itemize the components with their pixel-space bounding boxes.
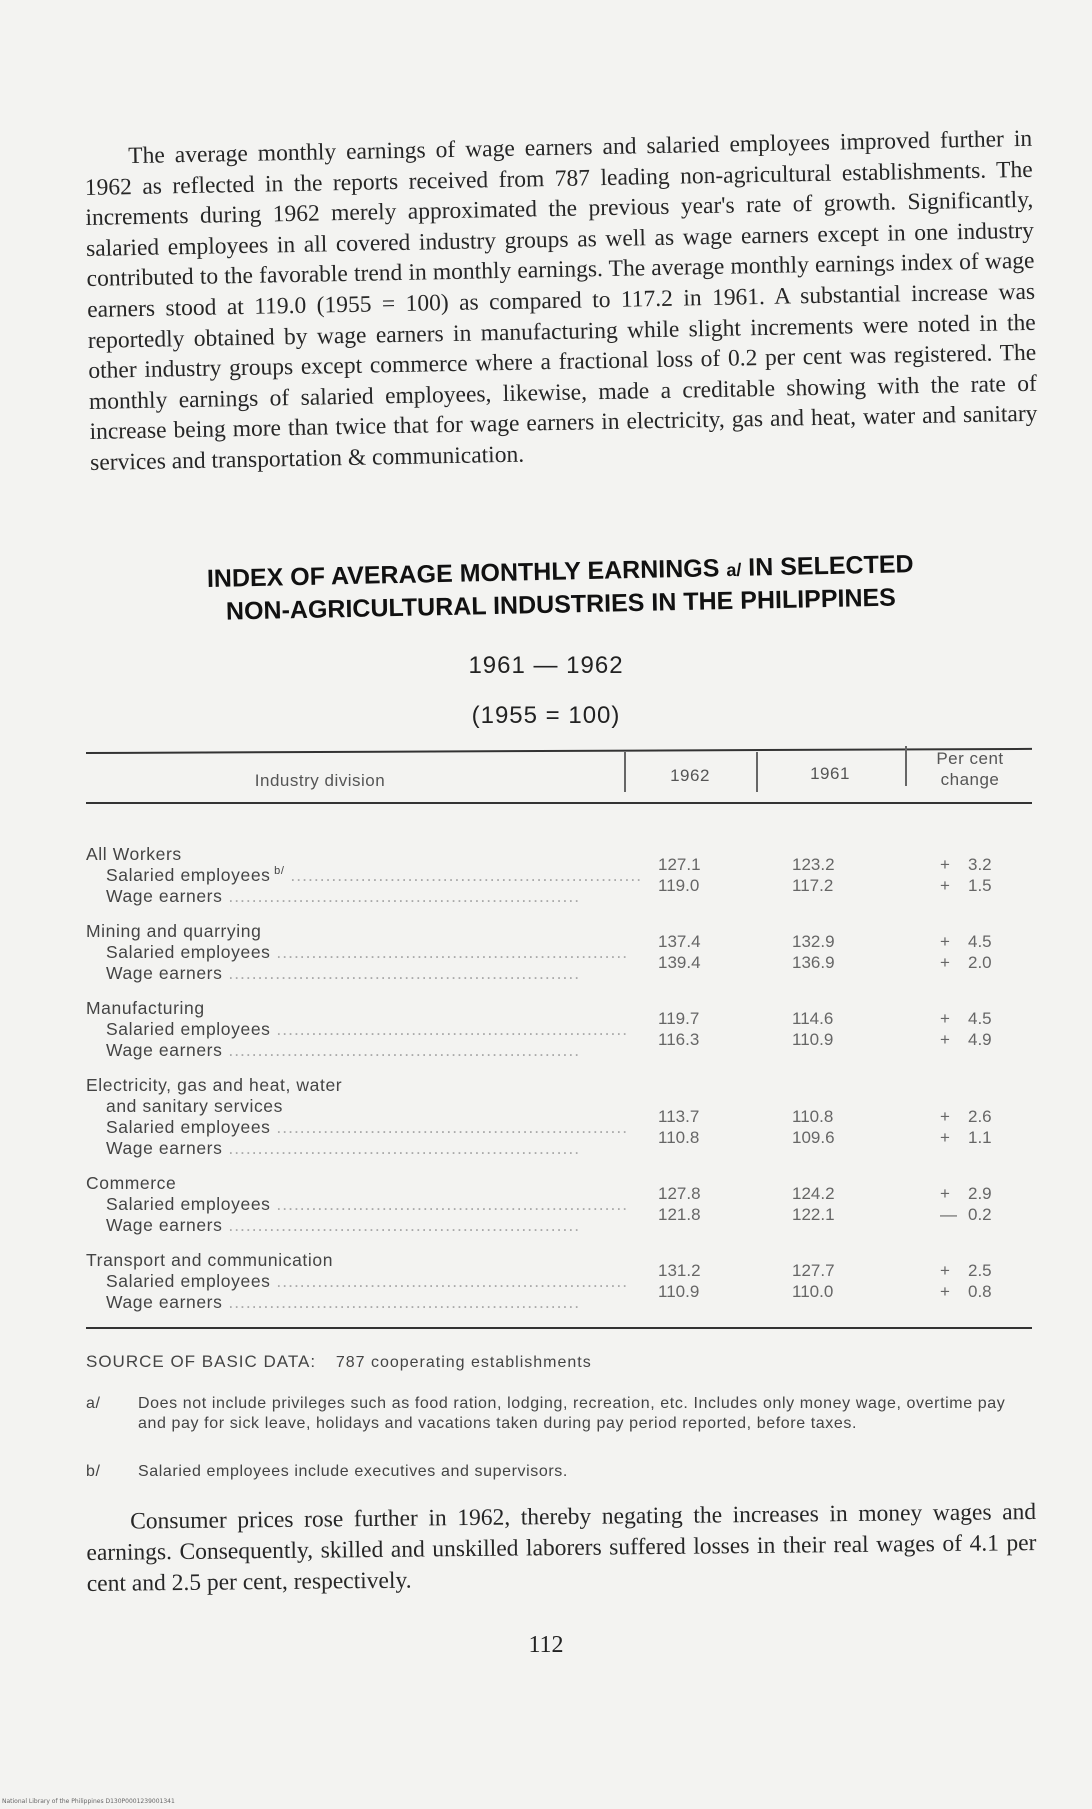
footnote-b-text: Salaried employees include executives and supervisors. bbox=[138, 1463, 568, 1480]
dot-leader: ............................................................ bbox=[270, 1019, 629, 1039]
row-label: Salaried employees bbox=[106, 942, 271, 962]
change-value: 2.9 bbox=[968, 1184, 992, 1203]
value-1962: 110.9 bbox=[658, 1282, 700, 1301]
value-1961: 117.2 bbox=[792, 876, 834, 895]
change-sign: + bbox=[940, 1282, 950, 1301]
value-1962: 139.4 bbox=[658, 953, 701, 972]
footnote-a-text: Does not include privileges such as food ration, lodging, recreation, etc. Includes only money wage, overtime pay and pay for sick leave, holidays and vacations taken during pay period reported, before taxes. bbox=[138, 1395, 1006, 1432]
table-title-line-2: NON-AGRICULTURAL INDUSTRIES IN THE PHILIPPINES bbox=[225, 583, 897, 626]
footnote-a bbox=[86, 1394, 1036, 1456]
table-row-label bbox=[106, 1138, 594, 1159]
header-change: Per cent change bbox=[936, 749, 1004, 789]
archive-footer-stamp: National Library of the Philippines D130P0001239001341 bbox=[2, 1798, 175, 1805]
source-label: SOURCE OF BASIC DATA: bbox=[86, 1352, 317, 1371]
change-sign: + bbox=[940, 1009, 950, 1028]
table-base-year: (1955 = 100) bbox=[471, 702, 621, 729]
row-label: Salaried employees bbox=[106, 1194, 271, 1214]
dot-leader: ............................................................ bbox=[270, 1271, 629, 1291]
change-value: 2.5 bbox=[968, 1261, 992, 1280]
intro-paragraph: The average monthly earnings of wage earners and salaried employees improved further in 1962 as reflected in the reports received from 787 leading non-agricultural establishments. The increments during 1962 merely approximated the previous year's rate of growth. Significantly, salaried employees in all covered industry groups as well as wage earners except in one industry contributed to the favorable trend in monthly earnings. The average monthly earnings index of wage earners stood at 119.0 (1955 = 100) as compared to 117.2 in 1961. A substantial increase was reportedly obtained by wage earners in manufacturing while slight increments were noted in the other industry groups except commerce where a fractional loss of 0.2 per cent was registered. The monthly earnings of salaried employees, likewise, made a creditable showing with the rate of increase being more than twice that for wage earners in electricity, gas and heat, water and sanitary services and transportation & communication. bbox=[84, 125, 1038, 476]
change-sign: + bbox=[940, 1107, 950, 1126]
table-row-label bbox=[106, 1019, 629, 1040]
value-1962: 137.4 bbox=[658, 932, 701, 951]
change-value: 2.0 bbox=[968, 953, 992, 972]
table-row-label bbox=[106, 1117, 629, 1138]
value-1962: 127.8 bbox=[658, 1184, 701, 1203]
change-sign: + bbox=[940, 1261, 950, 1280]
footnote-a-marker: a/ bbox=[726, 559, 742, 581]
value-1961: 124.2 bbox=[792, 1184, 835, 1203]
row-label: Wage earners bbox=[106, 886, 223, 906]
dot-leader: ............................................................ bbox=[222, 963, 581, 983]
table-row-label bbox=[106, 963, 594, 984]
change-sign: + bbox=[940, 953, 950, 972]
footnote-a-mark: a/ bbox=[86, 1395, 101, 1412]
change-sign: + bbox=[940, 876, 950, 895]
value-1961: 110.0 bbox=[792, 1282, 834, 1301]
value-1961: 127.7 bbox=[792, 1261, 835, 1280]
change-value: 0.8 bbox=[968, 1282, 992, 1301]
table-title-line-1: INDEX OF AVERAGE MONTHLY EARNINGS a/ IN SELECTED bbox=[206, 550, 914, 593]
row-label: Salaried employees bbox=[106, 1271, 271, 1291]
dot-leader: ............................................................ bbox=[222, 1138, 581, 1158]
value-1961: 123.2 bbox=[792, 855, 835, 874]
change-value: 3.2 bbox=[968, 855, 992, 874]
change-value: 4.5 bbox=[968, 932, 992, 951]
value-1961: 136.9 bbox=[792, 953, 835, 972]
row-label: Wage earners bbox=[106, 1292, 223, 1312]
source-line bbox=[86, 1352, 592, 1372]
value-1961: 110.8 bbox=[792, 1107, 834, 1126]
table-row-label bbox=[106, 865, 643, 886]
value-1961: 132.9 bbox=[792, 932, 835, 951]
change-sign: + bbox=[940, 855, 950, 874]
row-label: Salaried employees bbox=[106, 1117, 271, 1137]
value-1962: 121.8 bbox=[658, 1205, 701, 1224]
value-1961: 109.6 bbox=[792, 1128, 835, 1147]
value-1961: 114.6 bbox=[792, 1009, 834, 1028]
row-label: Wage earners bbox=[106, 963, 223, 983]
header-1961: 1961 bbox=[810, 764, 850, 783]
value-1962: 113.7 bbox=[658, 1107, 700, 1126]
change-sign: + bbox=[940, 932, 950, 951]
table-bottom-rule bbox=[86, 1327, 1032, 1329]
group-title: Transport and communication bbox=[86, 1250, 334, 1270]
table-title bbox=[110, 547, 1011, 630]
value-1962: 110.8 bbox=[658, 1128, 700, 1147]
dot-leader: ............................................................ bbox=[222, 1292, 581, 1312]
change-sign: — bbox=[940, 1205, 957, 1224]
value-1961: 122.1 bbox=[792, 1205, 835, 1224]
change-sign: + bbox=[940, 1128, 950, 1147]
row-label: Wage earners bbox=[106, 1138, 223, 1158]
value-1962: 116.3 bbox=[658, 1030, 700, 1049]
value-1962: 131.2 bbox=[658, 1261, 701, 1280]
value-1961: 110.9 bbox=[792, 1030, 834, 1049]
footnote-b bbox=[86, 1462, 1036, 1484]
header-1962: 1962 bbox=[670, 766, 710, 785]
group-title: Mining and quarrying bbox=[86, 921, 262, 941]
group-title: Commerce bbox=[86, 1173, 177, 1193]
value-1962: 119.7 bbox=[658, 1009, 700, 1028]
header-industry: Industry division bbox=[254, 771, 386, 790]
change-value: 1.1 bbox=[968, 1128, 992, 1147]
table-row-label bbox=[106, 886, 594, 907]
dot-leader: ............................................................ bbox=[270, 1194, 629, 1214]
change-value: 2.6 bbox=[968, 1107, 992, 1126]
group-title: Electricity, gas and heat, water bbox=[86, 1075, 343, 1095]
group-title-cont: and sanitary services bbox=[106, 1096, 283, 1116]
table-row-label bbox=[106, 1215, 594, 1236]
header-divider-2 bbox=[756, 752, 758, 792]
row-label: Salaried employees bbox=[106, 865, 271, 885]
value-1962: 127.1 bbox=[658, 855, 701, 874]
change-sign: + bbox=[940, 1184, 950, 1203]
change-value: 1.5 bbox=[968, 876, 992, 895]
header-divider-1 bbox=[624, 752, 626, 792]
change-value: 4.9 bbox=[968, 1030, 992, 1049]
row-label: Wage earners bbox=[106, 1215, 223, 1235]
table-top-rule bbox=[86, 748, 1032, 754]
table-row-label bbox=[106, 1194, 629, 1215]
dot-leader: ............................................................ bbox=[222, 1215, 581, 1235]
change-value: 0.2 bbox=[968, 1205, 992, 1224]
value-1962: 119.0 bbox=[658, 876, 700, 895]
row-label: Wage earners bbox=[106, 1040, 223, 1060]
dot-leader: ............................................................ bbox=[270, 942, 629, 962]
group-title: Manufacturing bbox=[86, 998, 205, 1018]
dot-leader: ............................................................ bbox=[222, 1040, 581, 1060]
dot-leader: ............................................................ bbox=[222, 886, 581, 906]
table-years: 1961 — 1962 bbox=[468, 652, 624, 679]
change-sign: + bbox=[940, 1030, 950, 1049]
table-row-label bbox=[106, 1292, 594, 1313]
source-text: 787 cooperating establishments bbox=[335, 1354, 592, 1371]
group-title: All Workers bbox=[86, 844, 182, 864]
page-number: 112 bbox=[528, 1632, 564, 1658]
row-label: Salaried employees bbox=[106, 1019, 271, 1039]
change-value: 4.5 bbox=[968, 1009, 992, 1028]
dot-leader: ............................................................ bbox=[270, 1117, 629, 1137]
dot-leader: ............................................................ bbox=[284, 865, 643, 885]
table-header-rule bbox=[86, 802, 1032, 804]
table-row-label bbox=[106, 942, 629, 963]
table-row-label bbox=[106, 1271, 629, 1292]
closing-paragraph: Consumer prices rose further in 1962, thereby negating the increases in money wages and earnings. Consequently, skilled and unskilled laborers suffered losses in their real wages of 4.1 per cent and 2.5 per cent, respectively. bbox=[86, 1499, 1037, 1597]
footnote-b-mark: b/ bbox=[86, 1463, 101, 1480]
table-row-label bbox=[106, 1040, 594, 1061]
footnote-b-marker: b/ bbox=[270, 865, 285, 878]
